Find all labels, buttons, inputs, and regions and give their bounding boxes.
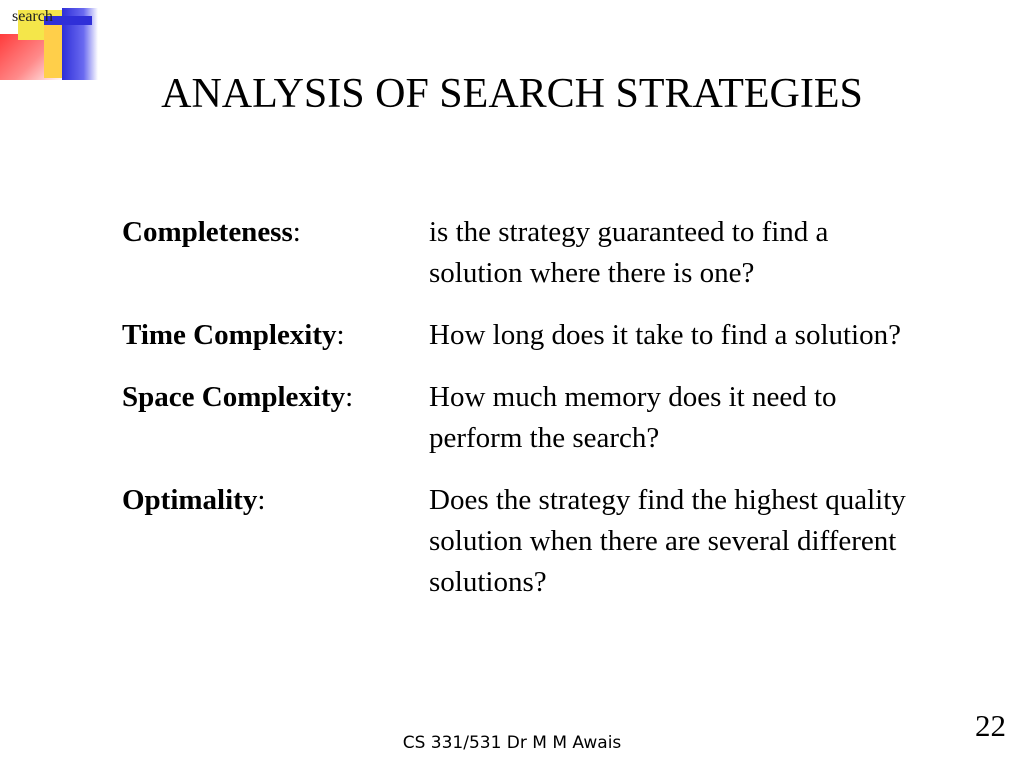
definition-description: Does the strategy find the highest quality solution when there are several different solutions? — [429, 484, 906, 598]
definition-description: How long does it take to find a solution? — [429, 319, 901, 351]
definition-row-completeness — [122, 212, 922, 294]
definition-term: Completeness: — [122, 216, 301, 248]
definition-description: is the strategy guaranteed to find a solution where there is one? — [429, 216, 829, 289]
definition-row-optimality — [122, 480, 922, 603]
definition-term: Space Complexity: — [122, 381, 354, 413]
page-number: 22 — [975, 708, 1006, 743]
definition-row-space-complexity — [122, 377, 922, 459]
definition-term: Optimality: — [122, 484, 266, 516]
definition-description: How much memory does it need to perform the search? — [429, 381, 837, 454]
slide-footer: CS 331/531 Dr M M Awais — [402, 733, 622, 753]
logo-label: search — [12, 8, 53, 25]
definition-list — [122, 212, 922, 624]
definition-term: Time Complexity: — [122, 319, 345, 351]
slide-title: ANALYSIS OF SEARCH STRATEGIES — [161, 71, 863, 117]
definition-row-time-complexity — [122, 315, 922, 356]
